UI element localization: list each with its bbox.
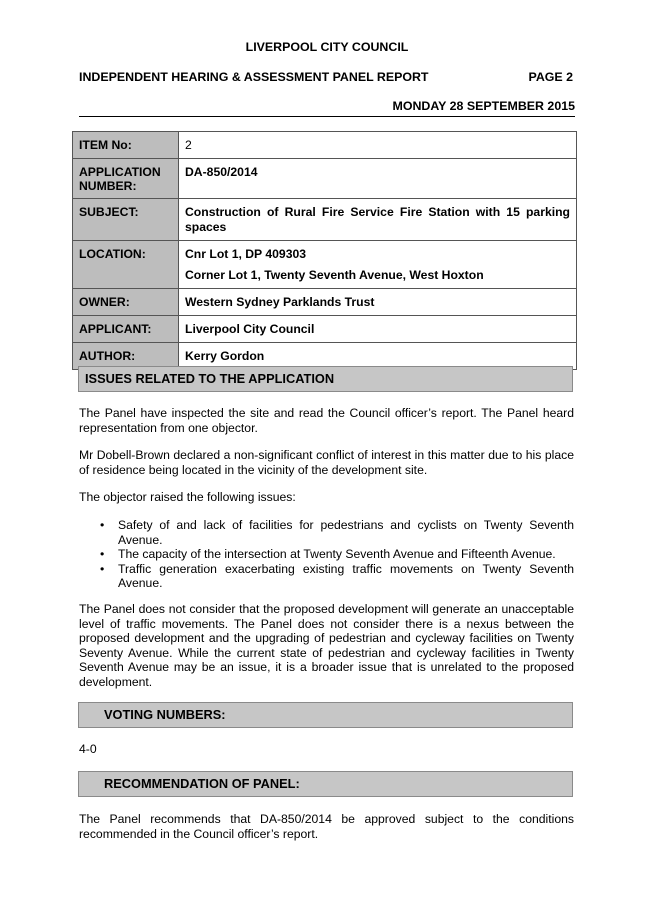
recommendation-text: The Panel recommends that DA-850/2014 be approved subject to the conditions recommended in the Council officer’s report. — [79, 812, 574, 841]
row-value: Kerry Gordon — [179, 343, 577, 370]
row-value: 2 — [179, 132, 577, 159]
row-label: LOCATION: — [73, 241, 179, 289]
list-item-text: Traffic generation exacerbating existing traffic movements on Twenty Seventh Avenue. — [118, 561, 574, 590]
row-value: Construction of Rural Fire Service Fire Station with 15 parking spaces — [179, 199, 577, 241]
voting-result: 4-0 — [79, 742, 97, 756]
report-title: INDEPENDENT HEARING & ASSESSMENT PANEL REPORT — [79, 70, 429, 84]
list-item — [79, 518, 574, 547]
location-lot: Cnr Lot 1, DP 409303 — [185, 247, 307, 261]
page-number: PAGE 2 — [528, 70, 573, 84]
report-title-line — [79, 70, 575, 84]
table-row — [73, 241, 577, 289]
location-address: Corner Lot 1, Twenty Seventh Avenue, West Hoxton — [185, 268, 484, 282]
row-label: APPLICANT: — [73, 316, 179, 343]
list-item-text: The capacity of the intersection at Twenty Seventh Avenue and Fifteenth Avenue. — [118, 547, 556, 561]
row-label: APPLICATION NUMBER: — [73, 159, 179, 199]
issues-paragraph-4: The Panel does not consider that the proposed development will generate an unacceptable level of traffic movements. The Panel does not consider there is a nexus between the proposed development and the upgrading of pedestrian and cycleway facilities on Twenty Seventy Avenue. While the current state of pedestrian and cycleway facilities in Twenty Seventh Avenue may be an issue, it is a broader issue that is unrelated to the proposed development. — [79, 602, 574, 689]
row-value-group — [179, 241, 577, 289]
issues-heading: ISSUES RELATED TO THE APPLICATION — [78, 366, 573, 392]
row-label: ITEM No: — [73, 132, 179, 159]
list-item — [79, 547, 574, 562]
issues-paragraph-1: The Panel have inspected the site and read the Council officer’s report. The Panel heard representation from one objector. — [79, 406, 574, 435]
item-details-table — [72, 131, 577, 370]
list-item-text: Safety of and lack of facilities for pedestrians and cyclists on Twenty Seventh Avenue. — [118, 518, 574, 547]
table-row — [73, 159, 577, 199]
list-item — [79, 562, 574, 591]
table-row — [73, 199, 577, 241]
table-row — [73, 289, 577, 316]
bullet: • — [100, 547, 105, 561]
bullet: • — [100, 518, 105, 532]
report-date: MONDAY 28 SEPTEMBER 2015 — [79, 99, 575, 117]
row-value: Liverpool City Council — [179, 316, 577, 343]
row-value: Western Sydney Parklands Trust — [179, 289, 577, 316]
issues-paragraph-2: Mr Dobell-Brown declared a non-significant conflict of interest in this matter due to his place of residence being located in the vicinity of the development site. — [79, 448, 574, 477]
issues-paragraph-3: The objector raised the following issues: — [79, 490, 296, 504]
voting-heading: VOTING NUMBERS: — [78, 702, 573, 728]
council-name: LIVERPOOL CITY COUNCIL — [245, 40, 409, 54]
bullet: • — [100, 561, 105, 576]
row-label: SUBJECT: — [73, 199, 179, 241]
row-label: AUTHOR: — [73, 343, 179, 370]
row-value: DA-850/2014 — [179, 159, 577, 199]
objector-issues-list — [79, 518, 574, 591]
table-row — [73, 316, 577, 343]
recommendation-heading: RECOMMENDATION OF PANEL: — [78, 771, 573, 797]
table-row — [73, 132, 577, 159]
row-label: OWNER: — [73, 289, 179, 316]
